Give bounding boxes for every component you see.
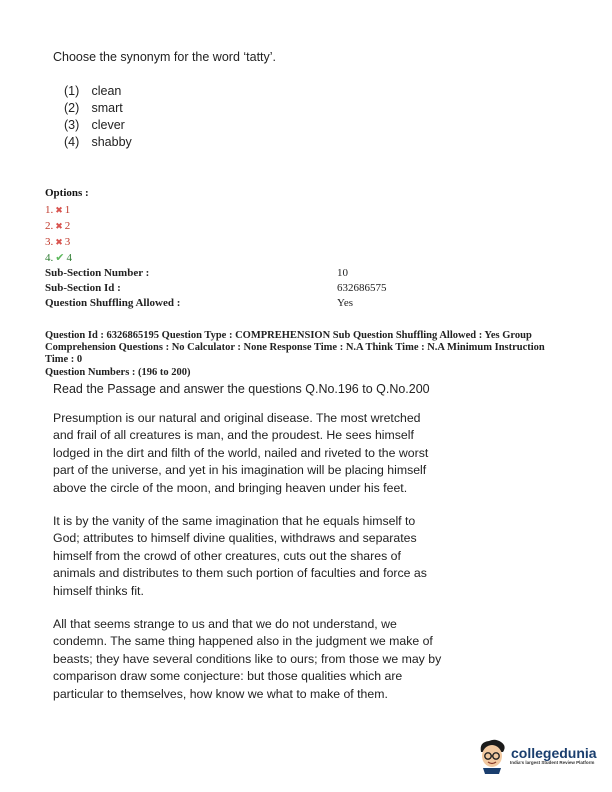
choice-2: (2) smart — [64, 101, 123, 115]
question-info: Question Id : 6326865195 Question Type : COMPREHENSION Sub Question Shuffling Allowed : Yes Group Comprehension Questions : No Calculator : None Response Time : N.A Think Time : N.A Minimum Instruction Time : 0 — [45, 330, 545, 365]
passage-intro: Read the Passage and answer the questions Q.No.196 to Q.No.200 — [53, 382, 430, 396]
choice-4: (4) shabby — [64, 135, 132, 149]
subsection-meta — [45, 266, 465, 311]
mascot-icon — [475, 738, 509, 774]
choice-1: (1) clean — [64, 84, 122, 98]
option-item: 3. ✖ 3 — [45, 236, 71, 248]
brand-name: collegedunia — [511, 745, 597, 761]
wrong-mark-icon: ✖ — [55, 221, 63, 231]
options-header: Options : — [45, 187, 89, 199]
passage-paragraph: All that seems strange to us and that we do not understand, we condemn. The same thing happened also in the judgment we make of beasts; they have several conditions like to ours; from those we may by comparison draw some conjecture: but those qualities which are particular to themselves, how know we what to make of them. — [53, 617, 442, 701]
passage-paragraph: It is by the vanity of the same imagination that he equals himself to God; attributes to himself divine qualities, withdraws and separates himself from the crowd of other creatures, cuts out the shares of animals and distributes to them such portion of faculties and force as himself thinks fit. — [53, 514, 427, 598]
answer-choices — [64, 83, 132, 151]
choice-3: (3) clever — [64, 118, 125, 132]
brand-tagline: India's largest Student Review Platform — [510, 760, 595, 765]
passage — [53, 410, 443, 719]
question-numbers: Question Numbers : (196 to 200) — [45, 367, 191, 378]
options-list — [45, 185, 89, 266]
collegedunia-logo — [475, 738, 597, 774]
passage-paragraph: Presumption is our natural and original disease. The most wretched and frail of all creatures is man, and the proudest. He sees himself lodged in the dirt and filth of the world, nailed and riveted to the worst part of the universe, and yet in his imagination will be placing himself above the circle of the moon, and bringing heaven under his feet. — [53, 411, 429, 495]
checkmark-icon: ✔ — [55, 252, 65, 264]
wrong-mark-icon: ✖ — [55, 205, 63, 215]
question-text: Choose the synonym for the word ‘tatty’. — [53, 50, 277, 64]
meta-row: Sub-Section Number : 10 — [45, 267, 348, 279]
option-item-correct: 4. ✔ 4 — [45, 252, 72, 264]
option-item: 2. ✖ 2 — [45, 220, 71, 232]
meta-row: Question Shuffling Allowed : Yes — [45, 297, 354, 309]
meta-row: Sub-Section Id : 632686575 — [45, 282, 387, 294]
wrong-mark-icon: ✖ — [55, 237, 63, 247]
option-item: 1. ✖ 1 — [45, 204, 71, 216]
